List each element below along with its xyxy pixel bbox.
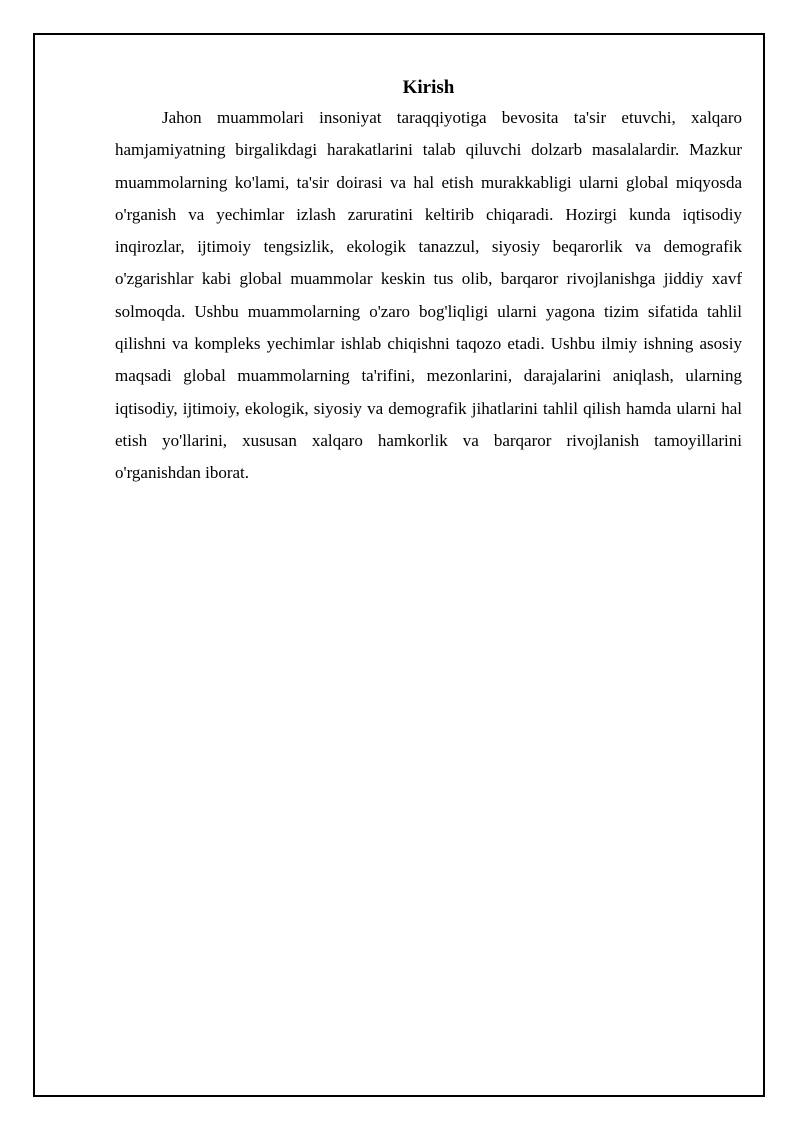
document-body [115,74,742,490]
section-heading: Kirish [402,77,455,98]
intro-paragraph: Jahon muammolari insoniyat taraqqiyotiga bevosita ta'sir etuvchi, xalqaro hamjamiyatning birgalikdagi harakatlarini talab qiluvchi dolzarb masalalardir. Mazkur muammolarning ko'lami, ta'sir doirasi va hal etish murakkabligi ularni global miqyosda o'rganish va yechimlar izlash zaruratini keltirib chiqaradi. Hozirgi kunda iqtisodiy inqirozlar, ijtimoiy tengsizlik, ekologik tanazzul, siyosiy beqarorlik va demografik o'zgarishlar kabi global muammolar keskin tus olib, barqaror rivojlanishga jiddiy xavf solmoqda. Ushbu muammolarning o'zaro bog'liqligi ularni yagona tizim sifatida tahlil qilishni va kompleks yechimlar ishlab chiqishni taqozo etadi. Ushbu ilmiy ishning asosiy maqsadi global muammolarning ta'rifini, mezonlarini, darajalarini aniqlash, ularning iqtisodiy, ijtimoiy, ekologik, siyosiy va demografik jihatlarini tahlil qilish hamda ularni hal etish yo'llarini, xususan xalqaro hamkorlik va barqaror rivojlanish tamoyillarini o'rganishdan iborat. [115,108,742,483]
